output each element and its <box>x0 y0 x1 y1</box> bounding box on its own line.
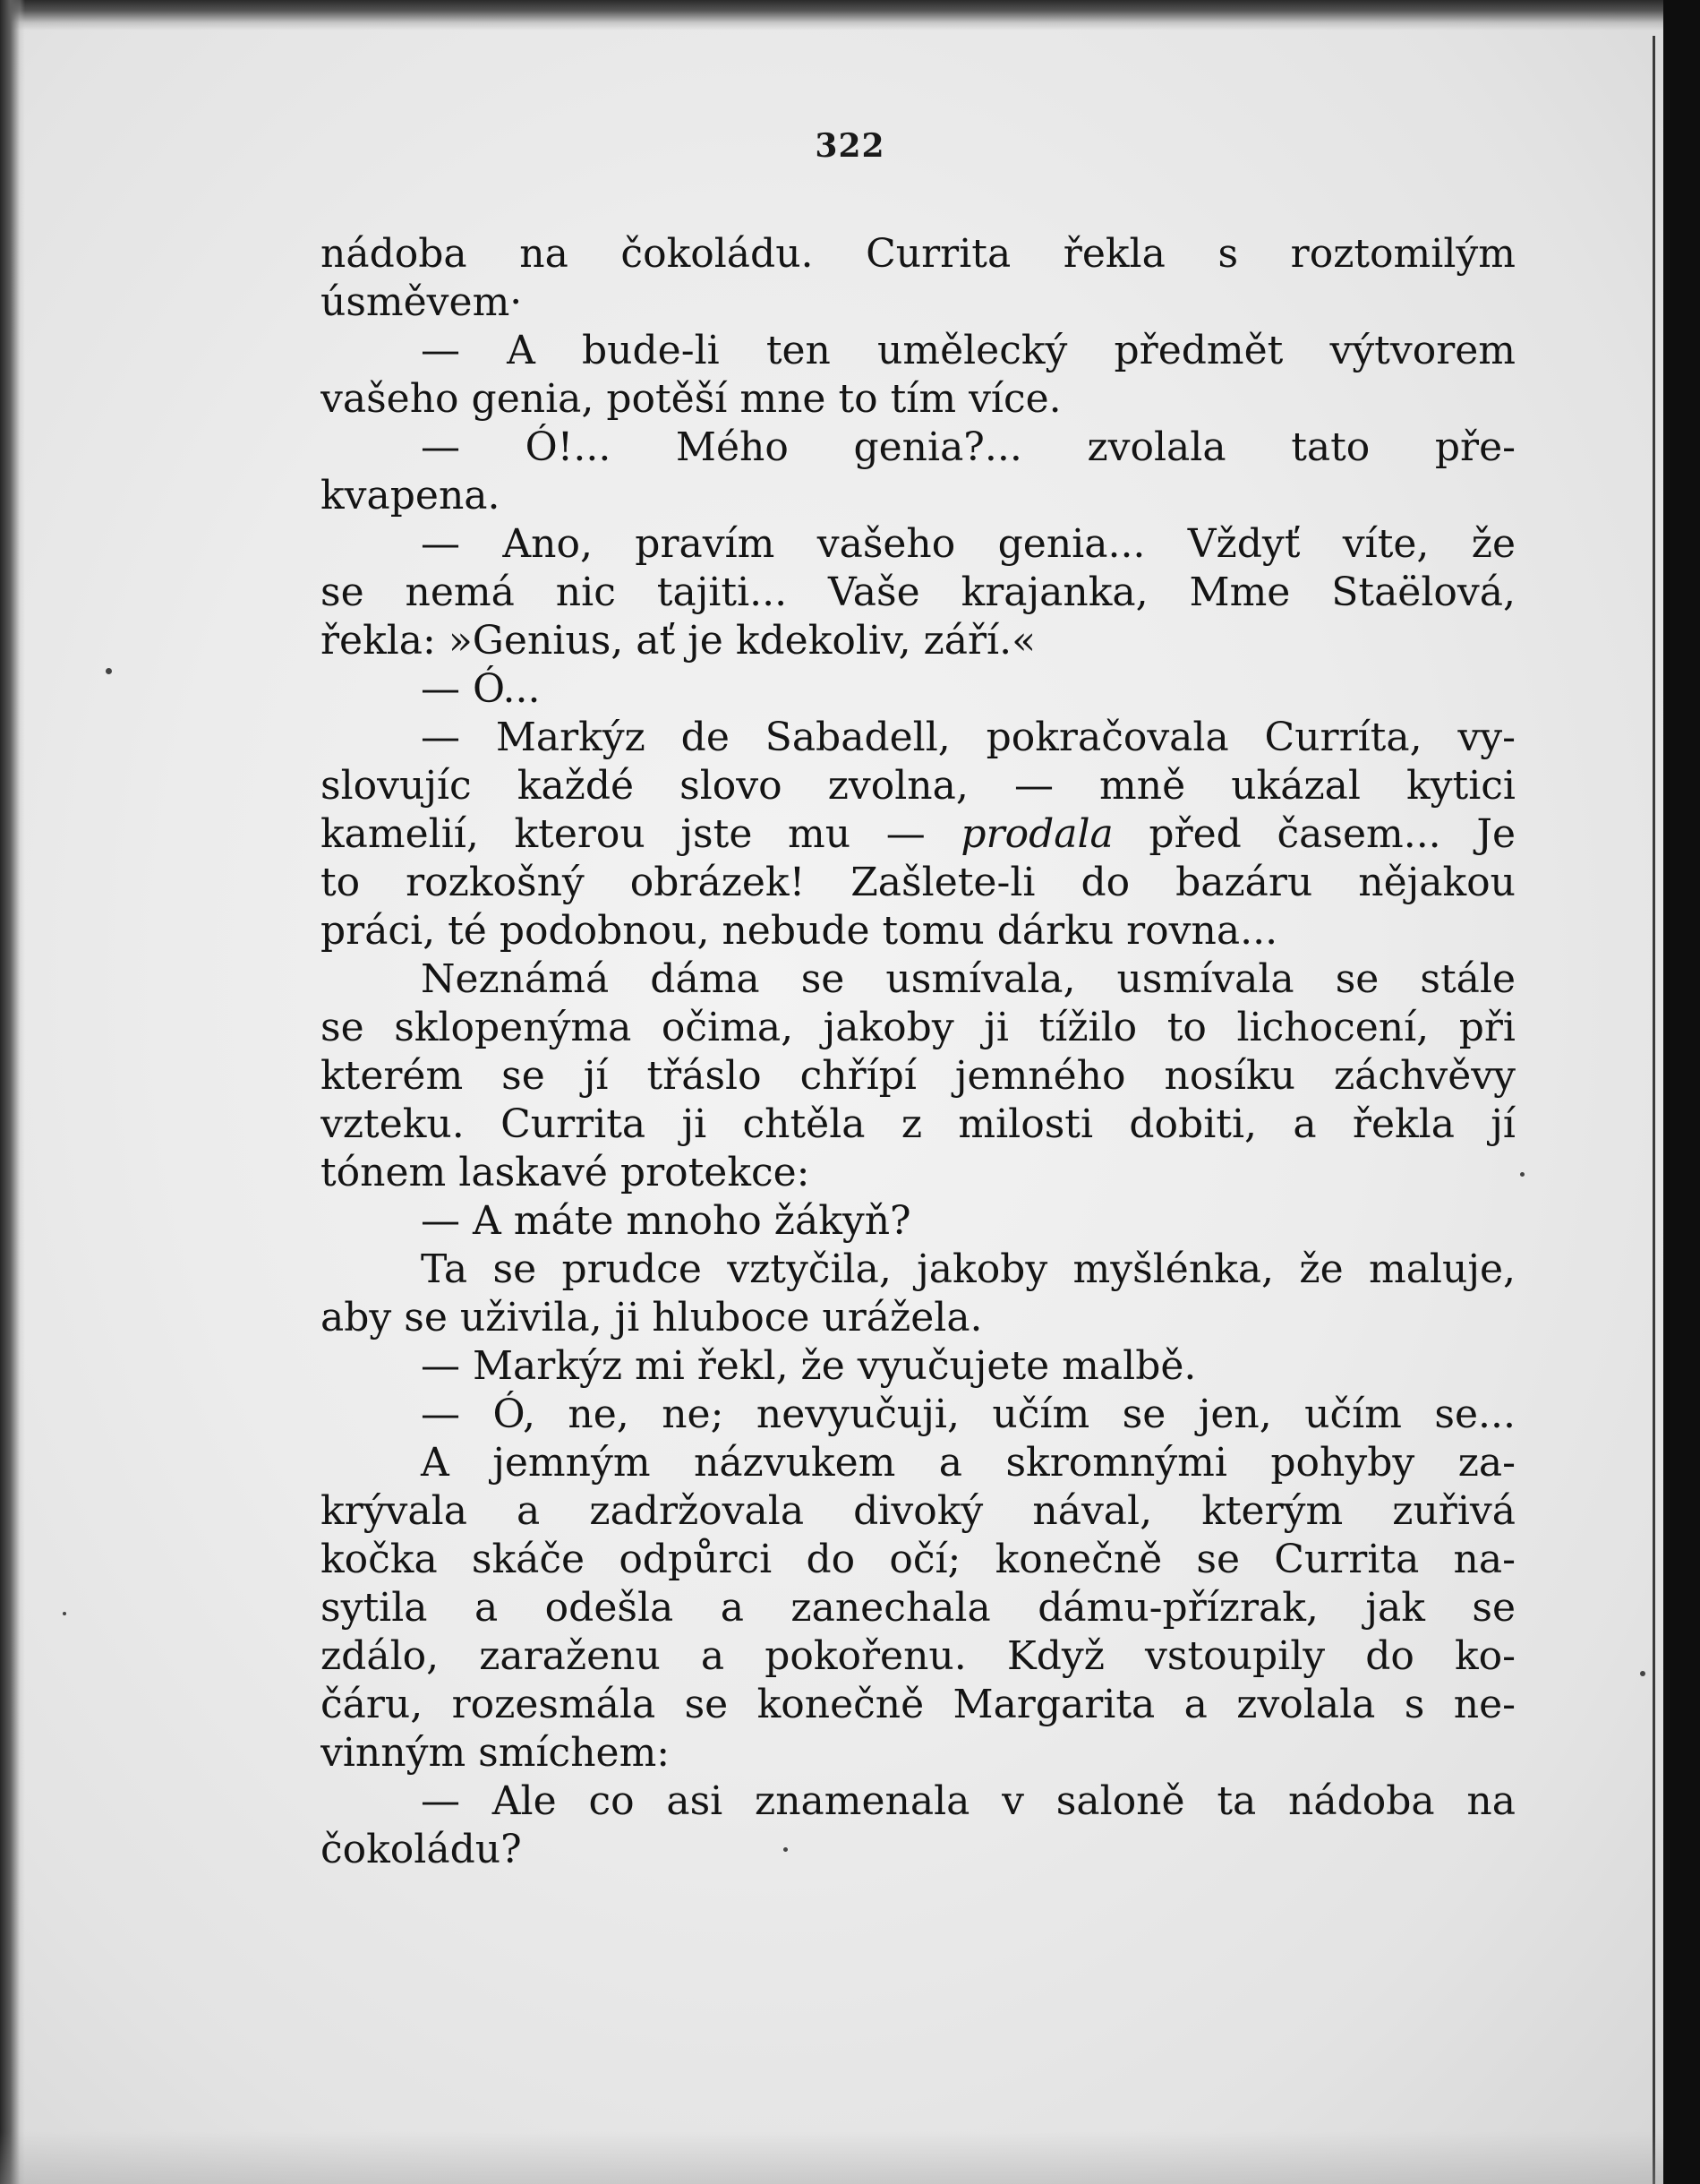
scan-bottom-shadow <box>0 2131 1663 2184</box>
text-line: aby se uživila, ji hluboce urážela. <box>320 1295 983 1340</box>
text-line: sytila a odešla a zanechala dámu-přízrak, jak se <box>320 1585 1516 1631</box>
scan-top-edge <box>0 0 1700 30</box>
text-line: kočka skáče odpůrci do očí; konečně se Currita na- <box>320 1537 1516 1582</box>
text-line: vzteku. Currita ji chtěla z milosti dobiti, a řekla jí <box>320 1101 1516 1147</box>
text-line: slovujíc každé slovo zvolna, — mně ukázal kytici <box>320 763 1516 809</box>
text-line: zdálo, zaraženu a pokořenu. Když vstoupily do ko- <box>320 1633 1516 1679</box>
text-line: tónem laskavé protekce: <box>320 1150 810 1195</box>
text-line: — Ó, ne, ne; nevyučuji, učím se jen, učím se... <box>421 1392 1516 1437</box>
text-line: vinným smíchem: <box>320 1730 671 1776</box>
text-line: úsměvem· <box>320 279 523 325</box>
italic-word: prodala <box>961 811 1114 857</box>
text-line: se sklopenýma očima, jakoby ji tížilo to lichocení, při <box>320 1005 1516 1050</box>
text-line: krývala a zadržovala divoký nával, kterým zuřivá <box>320 1488 1516 1534</box>
text-line: práci, té podobnou, nebude tomu dárku rovna... <box>320 908 1278 954</box>
text-segment: před časem... Je <box>1113 811 1516 857</box>
text-line: A jemným názvukem a skromnými pohyby za- <box>421 1440 1516 1486</box>
text-line: nádoba na čokoládu. Currita řekla s roztomilým <box>320 231 1516 277</box>
scan-right-line <box>1653 36 1655 2184</box>
text-line: kterém se jí třáslo chřípí jemného nosíku záchvěvy <box>320 1053 1516 1099</box>
scan-right-border <box>1663 0 1700 2184</box>
text-line: čáru, rozesmála se konečně Margarita a zvolala s ne- <box>320 1682 1516 1727</box>
text-line: — Ó!... Mého genia?... zvolala tato pře- <box>421 424 1516 470</box>
text-line: se nemá nic tajiti... Vaše krajanka, Mme Staëlová, <box>320 570 1516 615</box>
scan-left-edge <box>0 0 25 2184</box>
scan-speck <box>106 668 112 674</box>
text-line: — Ó... <box>421 666 541 712</box>
scan-speck <box>1520 1172 1525 1177</box>
scan-speck <box>63 1612 66 1615</box>
text-line: kvapena. <box>320 473 500 518</box>
text-line: — A bude-li ten umělecký předmět výtvorem <box>421 328 1516 373</box>
text-line: — A máte mnoho žákyň? <box>421 1198 911 1244</box>
page-number: 322 <box>815 127 885 165</box>
text-line: — Ano, pravím vašeho genia... Vždyť víte, že <box>421 521 1516 567</box>
body-text <box>320 230 1516 1874</box>
text-line: řekla: »Genius, ať je kdekoliv, září.« <box>320 618 1037 664</box>
text-line: — Markýz mi řekl, že vyučujete malbě. <box>421 1343 1197 1389</box>
text-line-with-italic <box>320 810 1516 859</box>
scan-speck <box>1640 1671 1645 1676</box>
text-line: vašeho genia, potěší mne to tím více. <box>320 376 1062 422</box>
text-line: Ta se prudce vztyčila, jakoby myšlénka, že maluje, <box>421 1246 1516 1292</box>
text-line: — Ale co asi znamenala v saloně ta nádoba na <box>421 1778 1516 1824</box>
text-line: čokoládu? <box>320 1827 522 1872</box>
text-line: — Markýz de Sabadell, pokračovala Curríta, vy- <box>421 715 1516 760</box>
text-segment: kamelií, kterou jste mu — <box>320 811 961 857</box>
text-line: to rozkošný obrázek! Zašlete-li do bazáru nějakou <box>320 860 1516 905</box>
text-line: Neznámá dáma se usmívala, usmívala se stále <box>421 956 1516 1002</box>
